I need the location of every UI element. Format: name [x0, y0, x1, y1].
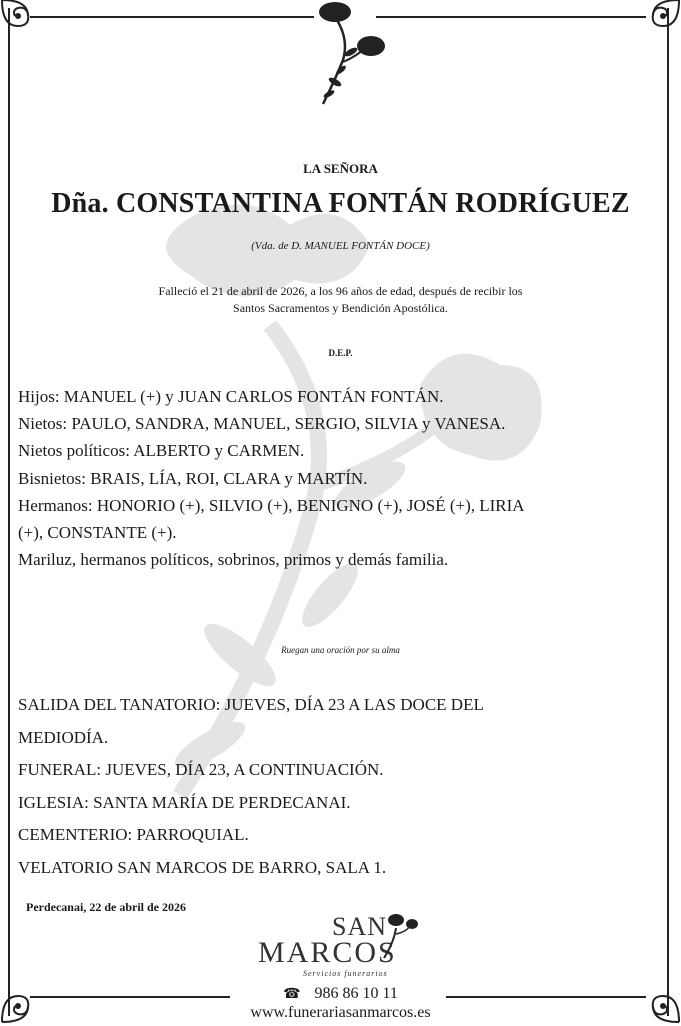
logo-text-san: SAN — [332, 912, 388, 941]
dep-label: D.E.P. — [328, 348, 353, 358]
phone-contact — [0, 985, 681, 1003]
death-notice-line: Santos Sacramentos y Bendición Apostólica. — [233, 301, 448, 315]
logo-subtitle: Servicios funerarios — [303, 969, 388, 978]
corner-ornament-icon — [637, 0, 681, 42]
family-line: Hermanos: HONORIO (+), SILVIO (+), BENIGNO (+), JOSÉ (+), LIRIA — [18, 495, 525, 515]
death-notice-line: Falleció el 21 de abril de 2026, a los 96 años de edad, después de recibir los — [158, 284, 523, 298]
service-line: MEDIODÍA. — [18, 727, 109, 747]
service-line: SALIDA DEL TANATORIO: JUEVES, DÍA 23 A LAS DOCE DEL — [18, 695, 484, 714]
widow-note: (Vda. de D. MANUEL FONTÁN DOCE) — [251, 240, 430, 252]
family-line: Mariluz, hermanos políticos, sobrinos, primos y demás familia. — [18, 550, 449, 570]
funeral-home-logo — [248, 912, 438, 984]
death-notice — [0, 283, 681, 317]
service-details — [18, 689, 658, 884]
deceased-name: Dña. CONSTANTINA FONTÁN RODRÍGUEZ — [51, 188, 630, 219]
family-line: Bisnietos: BRAIS, LÍA, ROI, CLARA y MARTÍN. — [18, 468, 368, 488]
frame-top-line-left — [30, 16, 314, 18]
family-line: Nietos políticos: ALBERTO y CARMEN. — [18, 441, 305, 461]
website-link[interactable]: www.funerariasanmarcos.es — [250, 1004, 431, 1021]
service-line: CEMENTERIO: PARROQUIAL. — [18, 825, 249, 844]
service-line: FUNERAL: JUEVES, DÍA 23, A CONTINUACIÓN. — [18, 760, 384, 779]
frame-top-line-right — [376, 16, 646, 18]
service-line: VELATORIO SAN MARCOS DE BARRO, SALA 1. — [18, 857, 387, 877]
logo-text-marcos: MARCOS — [258, 936, 397, 969]
phone-icon: ☎ — [283, 987, 301, 1002]
family-line: Hijos: MANUEL (+) y JUAN CARLOS FONTÁN FONTÁN. — [18, 387, 444, 406]
family-line: Nietos: PAULO, SANDRA, MANUEL, SERGIO, SILVIA y VANESA. — [18, 414, 506, 434]
phone-number[interactable]: 986 86 10 11 — [314, 985, 398, 1002]
corner-ornament-icon — [0, 0, 44, 42]
intro-title: LA SEÑORA — [303, 161, 378, 176]
carnation-flower-icon — [305, 0, 389, 110]
place-date: Perdecanai, 22 de abril de 2026 — [26, 900, 186, 914]
family-line: (+), CONSTANTE (+). — [18, 523, 177, 543]
service-line: IGLESIA: SANTA MARÍA DE PERDECANAI. — [18, 792, 351, 812]
prayer-request: Ruegan una oración por su alma — [281, 645, 400, 655]
logo-flower-icon — [380, 912, 420, 960]
family-list — [18, 383, 658, 573]
